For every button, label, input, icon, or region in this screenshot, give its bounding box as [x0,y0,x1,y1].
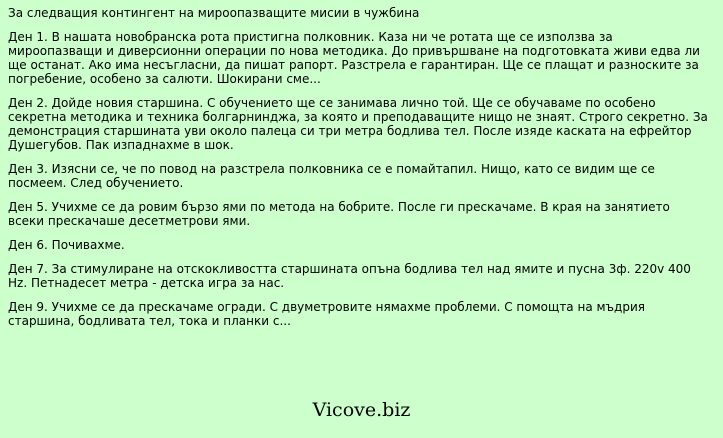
paragraph-day-2: Ден 2. Дойде новия старшина. С обучението ще се занимава лично той. Ще се обучаваме по особено секретна методика и техника болгарнинджа, за която и преподаващите нищо не знаят. Строго секретно. За демонстрация старшината уви около палеца си три метра бодлива тел. После изяде каската на ефрейтор Душегубов. Пак изпаднахме в шок. [8,96,708,152]
paragraph-day-5: Ден 5. Учихме се да ровим бързо ями по метода на бобрите. После ги прескачаме. В края на занятието всеки прескачаше десетметрови ями. [8,200,670,228]
paragraph-day-7: Ден 7. За стимулиране на отскокливостта старшината опъна бодлива тел над ямите и пусна 3ф. 220v 400 Hz. Петнадесет метра - детска игра за нас. [8,262,691,290]
paragraph-day-3: Ден 3. Изясни се, че по повод на разстрела полковника се е помайтапил. Нищо, като се видим ще се посмеем. След обучението. [8,162,655,190]
article-title: За следващия контингент на мироопазващите мисии в чужбина [8,6,420,20]
paragraph-day-9: Ден 9. Учихме се да прескачаме огради. С двуметровите нямахме проблеми. С помощта на мъдрия старшина, бодливата тел, тока и планки с... [8,300,645,328]
paragraph-day-1: Ден 1. В нашата новобранска рота пристигна полковник. Каза ни че ротата ще се използва за мироопазващи и диверсионни операции по нова методика. До привършване на подготовката живи едва ли ще останат. Ако има несъгласни, да пишат рапорт. Разстрела е гарантиран. Ще се плащат и разноските за погребение, особено за салюти. Шокирани сме... [8,30,700,86]
article [8,6,708,338]
paragraph-day-6: Ден 6. Почивахме. [8,238,125,252]
site-watermark: Vicove.biz [312,399,411,421]
